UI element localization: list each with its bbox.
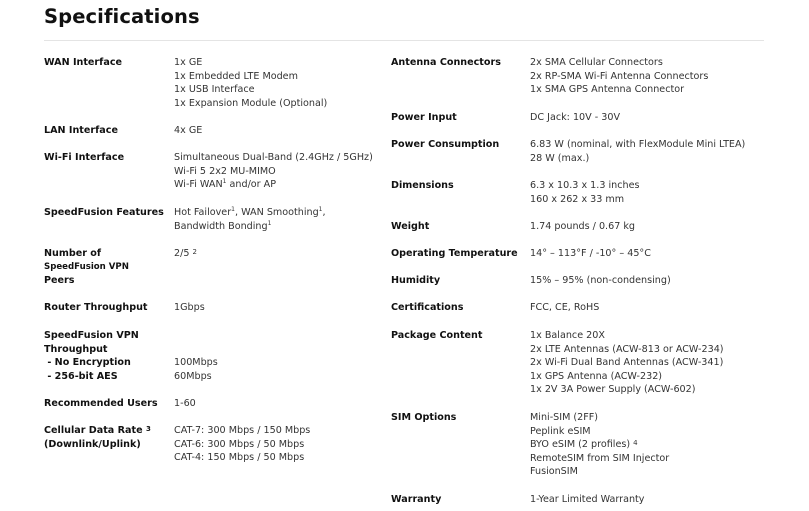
spec-value-line <box>174 178 373 192</box>
spec-label-vpn-throughput <box>44 329 139 383</box>
spec-value-line: Peplink eSIM <box>530 425 591 437</box>
spec-label-router-throughput: Router Throughput <box>44 302 148 313</box>
text: , WAN Smoothing <box>234 207 319 218</box>
spec-label-wifi: Wi-Fi Interface <box>44 152 125 163</box>
spec-value-vpn-throughput <box>174 356 218 383</box>
spec-value-line: 6.83 W (nominal, with FlexModule Mini LTEA) <box>530 139 746 150</box>
footnote-mark: 4 <box>633 439 638 448</box>
label-line: (Downlink/Uplink) <box>44 438 141 450</box>
spec-label-weight: Weight <box>391 221 430 232</box>
text: Cellular Data Rate <box>44 425 143 436</box>
spec-value-line: 160 x 262 x 33 mm <box>530 193 625 205</box>
spec-value-line: FusionSIM <box>530 466 578 478</box>
spec-value-wifi <box>174 151 373 192</box>
label-line: Throughput <box>44 343 108 355</box>
label-line <box>44 424 151 438</box>
spec-value-peers <box>174 247 197 261</box>
label-line: Peers <box>44 275 75 287</box>
text: BYO eSIM (2 profiles) <box>530 439 631 451</box>
footnote-mark: 2 <box>192 248 197 256</box>
spec-value-sim <box>530 411 669 479</box>
text: Bandwidth Bonding <box>174 220 268 232</box>
text: Wi-Fi WAN <box>174 179 223 191</box>
spec-label-humidity: Humidity <box>391 275 441 286</box>
spec-value-line <box>530 438 669 452</box>
spec-value-humidity: 15% – 95% (non-condensing) <box>530 275 671 286</box>
spec-value-line: 1x Expansion Module (Optional) <box>174 97 328 109</box>
spec-label-temperature: Operating Temperature <box>391 248 518 259</box>
spec-value-line: 100Mbps <box>174 357 218 368</box>
spec-label-lan: LAN Interface <box>44 125 118 136</box>
spec-value-line: Mini-SIM (2FF) <box>530 412 599 423</box>
spec-value-line: 1x 2V 3A Power Supply (ACW-602) <box>530 384 696 396</box>
spec-value-antenna <box>530 56 708 97</box>
spec-label-users: Recommended Users <box>44 398 158 409</box>
spec-value-lan: 4x GE <box>174 125 203 136</box>
spec-value-line: 1x SMA GPS Antenna Connector <box>530 84 685 96</box>
spec-label-cellular <box>44 424 151 451</box>
spec-value-line: 1x GPS Antenna (ACW-232) <box>530 370 663 382</box>
spec-value-speedfusion <box>174 206 326 233</box>
spec-value-wan <box>174 56 327 110</box>
spec-value-package <box>530 329 724 397</box>
label-line: SpeedFusion VPN <box>44 330 139 341</box>
spec-value-line: 60Mbps <box>174 370 212 382</box>
text: , <box>322 207 326 218</box>
spec-value-weight: 1.74 pounds / 0.67 kg <box>530 221 636 232</box>
footnote-mark: 3 <box>145 425 151 433</box>
label-line: SpeedFusion VPN <box>44 261 129 272</box>
spec-label-speedfusion: SpeedFusion Features <box>44 207 164 218</box>
spec-label-certifications: Certifications <box>391 302 464 313</box>
text: 2/5 <box>174 248 190 259</box>
label-line: - No Encryption <box>44 357 131 369</box>
spec-label-power-input: Power Input <box>391 112 457 123</box>
spec-value-line: 1x Balance 20X <box>530 330 605 341</box>
spec-value-router-throughput: 1Gbps <box>174 302 205 313</box>
footnote-mark: 1 <box>222 178 227 186</box>
spec-value-temperature: 14° – 113°F / -10° – 45°C <box>530 248 651 259</box>
spec-value-line: CAT-4: 150 Mbps / 50 Mbps <box>174 452 305 464</box>
spec-label-package: Package Content <box>391 330 483 341</box>
spec-value-line: Wi-Fi 5 2x2 MU-MIMO <box>174 165 276 177</box>
spec-value-dimensions <box>530 179 639 206</box>
spec-value-line: 2x Wi-Fi Dual Band Antennas (ACW-341) <box>530 357 724 369</box>
spec-value-line: 1x GE <box>174 57 203 68</box>
spec-value-line: CAT-7: 300 Mbps / 150 Mbps <box>174 425 311 436</box>
spec-value-users: 1-60 <box>174 398 196 409</box>
spec-label-peers <box>44 247 129 288</box>
spec-label-warranty: Warranty <box>391 494 442 505</box>
spec-value-line: 1x USB Interface <box>174 84 255 96</box>
spec-value-line: RemoteSIM from SIM Injector <box>530 452 670 464</box>
spec-value-cellular <box>174 424 310 465</box>
spec-value-warranty: 1-Year Limited Warranty <box>530 494 645 505</box>
spec-value-line: 1x Embedded LTE Modem <box>174 70 298 82</box>
title-divider <box>44 40 764 41</box>
spec-value-certifications: FCC, CE, RoHS <box>530 302 600 313</box>
spec-label-wan: WAN Interface <box>44 57 123 68</box>
spec-label-power-consumption: Power Consumption <box>391 139 500 150</box>
spec-value-line: 2x RP-SMA Wi-Fi Antenna Connectors <box>530 70 709 82</box>
spec-value-line: 2x SMA Cellular Connectors <box>530 57 663 68</box>
spec-label-sim: SIM Options <box>391 412 457 423</box>
spec-value-power-consumption <box>530 138 745 165</box>
footnote-mark: 1 <box>231 206 235 213</box>
spec-label-dimensions: Dimensions <box>391 180 454 191</box>
page-title: Specifications <box>44 5 200 28</box>
spec-value-power-input: DC Jack: 10V - 30V <box>530 112 621 123</box>
spec-label-antenna: Antenna Connectors <box>391 57 501 68</box>
spec-value-line: 2x LTE Antennas (ACW-813 or ACW-234) <box>530 343 724 355</box>
spec-value-line: CAT-6: 300 Mbps / 50 Mbps <box>174 438 305 450</box>
footnote-mark: 1 <box>318 206 323 213</box>
spec-value-line: 6.3 x 10.3 x 1.3 inches <box>530 180 640 191</box>
spec-value-line: Simultaneous Dual-Band (2.4GHz / 5GHz) <box>174 152 373 163</box>
label-line: - 256-bit AES <box>44 370 118 382</box>
text: Hot Failover <box>174 207 232 218</box>
spec-value-line <box>174 220 326 234</box>
spec-value-line <box>174 206 326 220</box>
label-line: Number of <box>44 248 102 259</box>
spec-value-line: 28 W (max.) <box>530 152 590 164</box>
text: and/or AP <box>226 179 277 191</box>
footnote-mark: 1 <box>267 219 272 227</box>
